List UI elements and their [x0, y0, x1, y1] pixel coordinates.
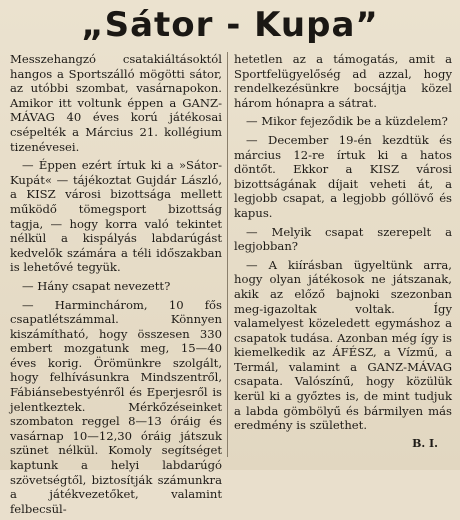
article-paragraph: — A kiírásban ügyeltünk arra, hogy olyan játékosok ne játszanak, akik az előző bajnoki szezonban meg-igazoltak voltak. Így valamelyest közeledett egymáshoz a csapatok tudása. Azonban még így is kiemelkedik az ÁFÉSZ, a Vízmű, a Termál, valamint a GANZ-MÁVAG csapata. Valószínű, hogy közülük kerül ki a győztes is, de mint tudjuk a labda gömbölyű és bármilyen más eredmény is születhet.	[234, 257, 452, 433]
article-paragraph: — Éppen ezért írtuk ki a »Sátor-Kupát« — tájékoztat Gujdár László, a KISZ városi bizottsága mellett működő tömegsport bizottság tagja, — hogy korra való tekintet nélkül a kispályás labdarúgást kedvelők számára a téli időszakban is lehetővé tegyük.	[10, 158, 222, 275]
article-right-column	[234, 52, 452, 451]
column-divider	[227, 52, 228, 457]
article-paragraph: — December 19-én kezdtük és március 12-re írtuk ki a hatos döntőt. Ekkor a KISZ városi bizottságának díjait veheti át, a legjobb csapat, a legjobb góllövő és kapus.	[234, 132, 452, 220]
article-title: „Sátor - Kupa”	[81, 5, 379, 45]
article-paragraph: — Harminchárom, 10 fős csapatlétszámmal. Könnyen kiszámítható, hogy összesen 330 embert mozgatunk meg, 15—40 éves korig. Örömünkre szolgált, hogy felhívásunkra Mindszentről, Fábiánsebestyénről és Eperjesről is jelentkeztek. Mérkőzéseinket szombaton reggel 8—13 óráig és vasárnap 10—12,30 óráig játszuk szünet nélkül. Komoly segítséget kaptunk a helyi labdarúgó szövetségtől, biztosítják számunkra a játékvezetőket, valamint felbecsül-	[10, 297, 222, 516]
article-question: — Hány csapat nevezett?	[22, 278, 171, 293]
article-paragraph: Messzehangzó csatakiáltásoktól hangos a Sportszálló mögötti sátor, az utóbbi szombat, vasárnapokon. Amikor itt voltunk éppen a GANZ-MÁVAG 40 éves korú játékosai csépelték a Március 21. kollégium tizenévesei.	[10, 52, 222, 154]
article-question: — Melyik csapat szerepelt a legjobban?	[234, 224, 452, 254]
author-signature: B. I.	[412, 436, 438, 450]
article-question: — Mikor fejeződik be a küzdelem?	[246, 114, 448, 129]
article-paragraph: hetetlen az a támogatás, amit a Sportfelügyelőség ad azzal, hogy rendelkezésünkre bocsájtja közel három hónapra a sátrat.	[234, 52, 452, 110]
article-left-column	[10, 52, 222, 520]
